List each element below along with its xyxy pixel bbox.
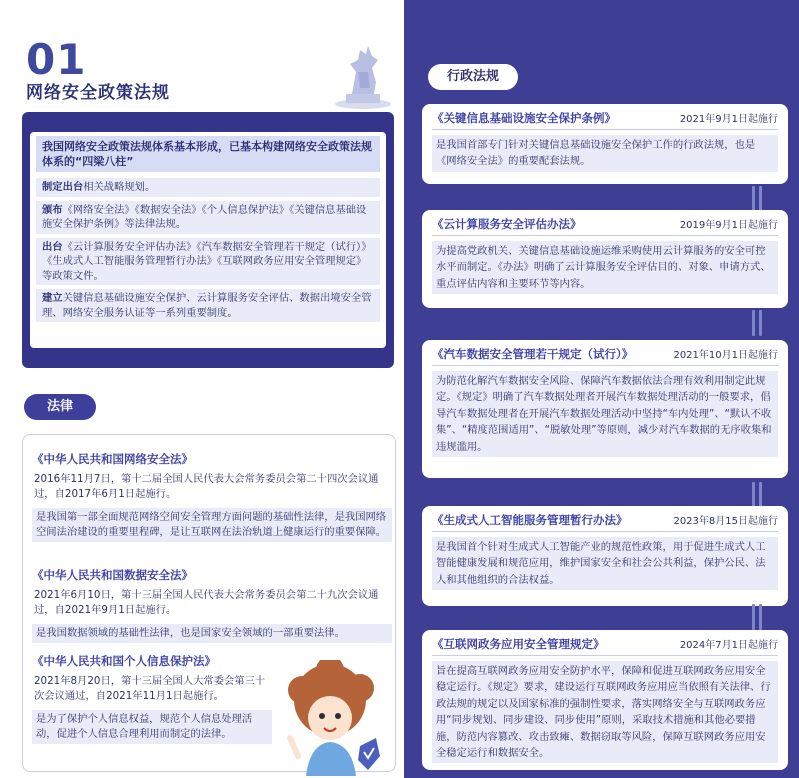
card-title: 《生成式人工智能服务管理暂行办法》 xyxy=(432,513,628,527)
framework-heading-text: 我国网络安全政策法规体系基本形成，已基本构建网络安全政策法规体系的 xyxy=(42,140,372,168)
card-desc: 为防范化解汽车数据安全风险、保障汽车数据依法合理有效利用制定此规定。《规定》明确了汽车数据处理者开展汽车数据处理活动的一般要求，倡导汽车数据处理者在开展汽车数据处理活动中坚持“车内处理”、“默认不收集”、“精度范围适用”、“脱敏处理”等原则，减少对汽车数据的无序收集和违规滥用。 xyxy=(432,371,778,457)
framework-item xyxy=(36,289,380,322)
framework-item-text: 关键信息基础设施安全保护、云计算服务安全评估、数据出境安全管理、网络安全服务认证等一系列重要制度。 xyxy=(42,292,372,319)
framework-heading-emphasis: “四梁八柱” xyxy=(75,155,134,168)
card-date: 2021年10月1日起施行 xyxy=(673,350,778,361)
framework-item-text: 《云计算服务安全评估办法》《汽车数据安全管理若干规定（试行）》《生成式人工智能服务管理暂行办法》《互联网政务应用安全管理规定》等政策文件。 xyxy=(42,240,372,282)
framework-item-text: 《网络安全法》《数据安全法》《个人信息保护法》《关键信息基础设施安全保护条例》等法律法规。 xyxy=(42,203,367,230)
law-desc: 是我国数据领域的基础性法律，也是国家安全领域的一部重要法律。 xyxy=(32,624,392,643)
card-date: 2023年8月15日起施行 xyxy=(673,516,778,527)
section-number: 01 xyxy=(26,35,87,84)
law-title: 《中华人民共和国数据安全法》 xyxy=(32,568,193,582)
framework-item xyxy=(36,201,380,234)
framework-item xyxy=(36,178,380,197)
law-item-cybersecurity xyxy=(32,452,392,542)
card-desc: 为提高党政机关、关键信息基础设施运维采购使用云计算服务的安全可控水平而制定。《办法》明确了云计算服务安全评估目的、对象、申请方式、重点评估内容和主要环节等内容。 xyxy=(432,241,778,294)
framework-item-lead: 出台 xyxy=(42,240,63,253)
framework-item-text: 相关战略规划。 xyxy=(83,181,156,193)
card-head xyxy=(432,110,778,130)
right-column xyxy=(404,0,799,778)
law-item-personal-info xyxy=(32,654,272,744)
law-title: 《中华人民共和国网络安全法》 xyxy=(32,452,193,466)
law-date: 2016年11月7日，第十二届全国人民代表大会常务委员会第二十四次会议通过，自2017年6月1日起施行。 xyxy=(34,473,379,500)
card-head xyxy=(432,512,778,532)
admin-card-egov xyxy=(422,630,788,770)
admin-card-cii xyxy=(422,104,788,184)
card-desc: 旨在提高互联网政务应用安全防护水平，保障和促进互联网政务应用安全稳定运行。《规定》要求，建设运行互联网政务应用应当依照有关法律、行政法规的规定以及国家标准的强制性要求，落实网络安全与互联网政务应用“同步规划、同步建设、同步使用”原则，采取技术措施和其他必要措施，防范内容篡改、攻击致瘫、数据窃取等风险，保障互联网政务应用安全稳定运行和数据安全。 xyxy=(432,661,778,763)
tab-laws[interactable]: 法律 xyxy=(24,394,96,420)
card-title: 《汽车数据安全管理若干规定（试行）》 xyxy=(432,347,634,361)
section-title: 网络安全政策法规 xyxy=(26,83,170,103)
law-item-data-security xyxy=(32,568,392,643)
card-head xyxy=(432,216,778,236)
admin-card-cloud xyxy=(422,210,788,308)
framework-item-lead: 颁布 xyxy=(42,203,63,216)
admin-card-genai xyxy=(422,506,788,606)
cartoon-girl-illustration-icon xyxy=(276,660,388,776)
law-desc: 是为了保护个人信息权益，规范个人信息处理活动，促进个人信息合理利用而制定的法律。 xyxy=(32,710,272,744)
framework-item-lead: 建立 xyxy=(42,292,63,304)
card-title: 《云计算服务安全评估办法》 xyxy=(432,217,582,231)
framework-item xyxy=(36,238,380,286)
tab-admin-regulations[interactable]: 行政法规 xyxy=(428,64,518,90)
framework-heading xyxy=(36,136,380,172)
card-head xyxy=(432,346,778,366)
connector xyxy=(752,186,764,212)
law-title: 《中华人民共和国个人信息保护法》 xyxy=(32,654,216,668)
framework-item-lead: 制定出台 xyxy=(42,181,84,193)
connector xyxy=(752,310,764,336)
statue-illustration-icon xyxy=(332,42,394,110)
card-date: 2021年9月1日起施行 xyxy=(679,114,778,125)
card-desc: 是我国首部专门针对关键信息基础设施安全保护工作的行政法规，也是《网络安全法》的重要配套法规。 xyxy=(432,135,778,172)
admin-card-vehicle-data xyxy=(422,340,788,478)
card-title: 《互联网政务应用安全管理规定》 xyxy=(432,637,605,651)
card-date: 2019年9月1日起施行 xyxy=(679,220,778,231)
law-date: 2021年6月10日，第十三届全国人民代表大会常务委员会第二十九次会议通过，自2021年9月1日起施行。 xyxy=(34,589,379,616)
card-title: 《关键信息基础设施安全保护条例》 xyxy=(432,111,616,125)
connector xyxy=(752,482,764,508)
card-date: 2024年7月1日起施行 xyxy=(679,640,778,651)
connector xyxy=(752,604,764,630)
law-date: 2021年8月20日，第十三届全国人大常委会第三十次会议通过，自2021年11月1日起施行。 xyxy=(34,675,266,702)
framework-panel xyxy=(30,132,386,348)
card-desc: 是我国首个针对生成式人工智能产业的规范性政策，用于促进生成式人工智能健康发展和规范应用，维护国家安全和社会公共利益，保护公民、法人和其他组织的合法权益。 xyxy=(432,537,778,590)
law-desc: 是我国第一部全面规范网络空间安全管理方面问题的基础性法律，是我国网络空间法治建设的重要里程碑，是让互联网在法治轨道上健康运行的重要保障。 xyxy=(32,508,392,542)
card-head xyxy=(432,636,778,656)
